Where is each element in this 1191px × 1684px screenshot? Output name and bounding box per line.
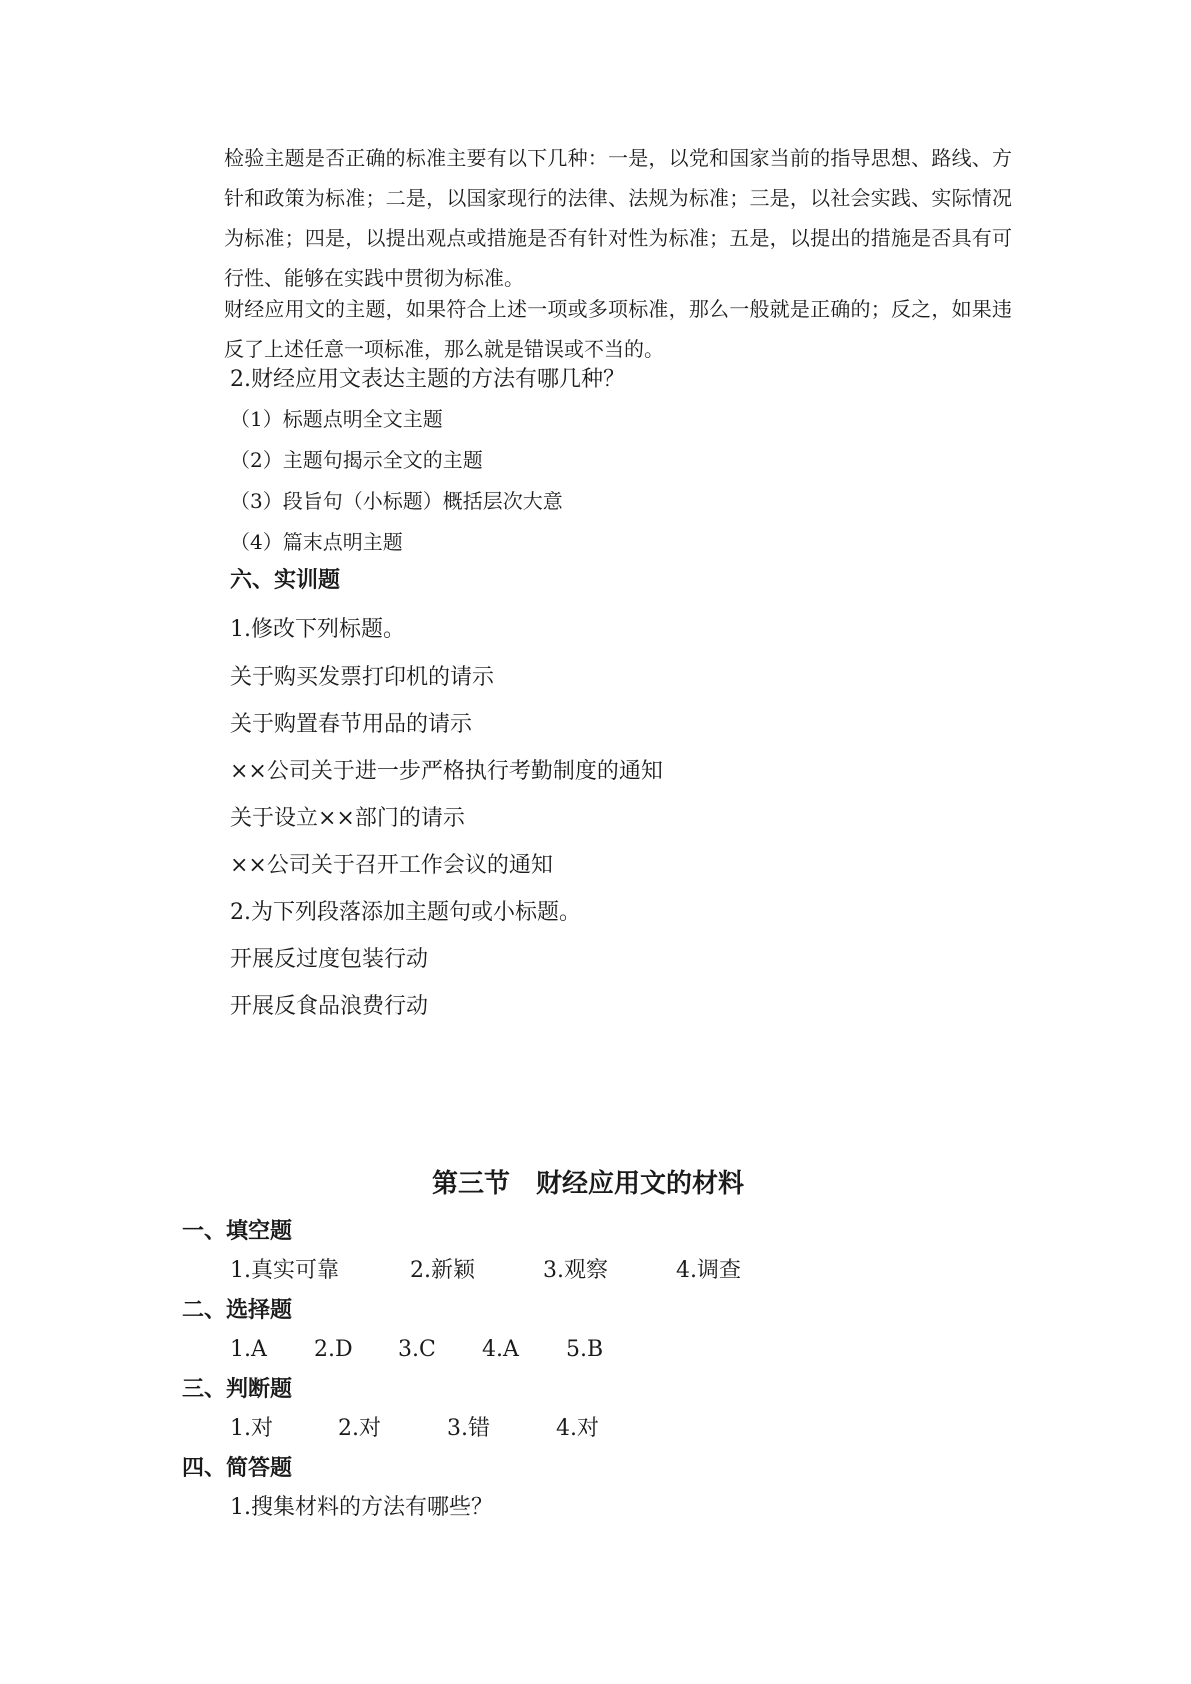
action-item: 开展反食品浪费行动 [230,994,429,1019]
answer-item: 4.调查 [676,1258,741,1283]
training-heading: 六、实训题 [230,568,341,593]
paragraph-standards-text: 检验主题是否正确的标准主要有以下几种：一是，以党和国家当前的指导思想、路线、方针和政策为标准；二是，以国家现行的法律、法规为标准；三是，以社会实践、实际情况为标准；四是，以提出观点或措施是否有针对性为标准；五是，以提出的措施是否具有可行性、能够在实践中贯彻为标准。 [224,146,1012,290]
title-item: 关于购置春节用品的请示 [230,712,473,737]
answer-item: 3.C [398,1337,436,1362]
answer-item: 4.A [482,1337,519,1362]
paragraph-correctness-text: 财经应用文的主题，如果符合上述一项或多项标准，那么一般就是正确的；反之，如果违反了上述任意一项标准，那么就是错误或不当的。 [224,297,1012,361]
answer-item: 4.对 [556,1416,599,1441]
title-item: ××公司关于进一步严格执行考勤制度的通知 [230,759,663,784]
answer-item: 3.错 [447,1416,490,1441]
answer-item: 2.D [314,1337,353,1362]
answer-item: 1.A [230,1337,267,1362]
training-question-2: 2.为下列段落添加主题句或小标题。 [230,900,581,925]
title-item: ××公司关于召开工作会议的通知 [230,853,553,878]
answer-item: 3.观察 [543,1258,608,1283]
answer-item: 1.对 [230,1416,273,1441]
answer-item: 5.B [566,1337,604,1362]
method-item: （3）段旨句（小标题）概括层次大意 [230,489,563,513]
choice-heading: 二、选择题 [182,1298,293,1323]
short-answer-heading: 四、简答题 [182,1456,293,1481]
question-2: 2.财经应用文表达主题的方法有哪几种？ [230,367,625,392]
paragraph-standards [182,138,1012,298]
title-item: 关于设立××部门的请示 [230,806,465,831]
answer-item: 1.真实可靠 [230,1258,339,1283]
method-item: （2）主题句揭示全文的主题 [230,448,483,472]
short-answer-question-1: 1.搜集材料的方法有哪些？ [230,1495,493,1520]
title-item: 关于购买发票打印机的请示 [230,665,495,690]
answer-item: 2.对 [338,1416,381,1441]
section-title: 第三节 财经应用文的材料 [432,1169,745,1199]
judge-heading: 三、判断题 [182,1377,293,1402]
answer-item: 2.新颖 [410,1258,475,1283]
fill-heading: 一、填空题 [182,1219,293,1244]
action-item: 开展反过度包装行动 [230,947,429,972]
method-item: （4）篇末点明主题 [230,530,403,554]
paragraph-correctness [182,289,1012,369]
training-question-1: 1.修改下列标题。 [230,617,405,642]
method-item: （1）标题点明全文主题 [230,407,443,431]
